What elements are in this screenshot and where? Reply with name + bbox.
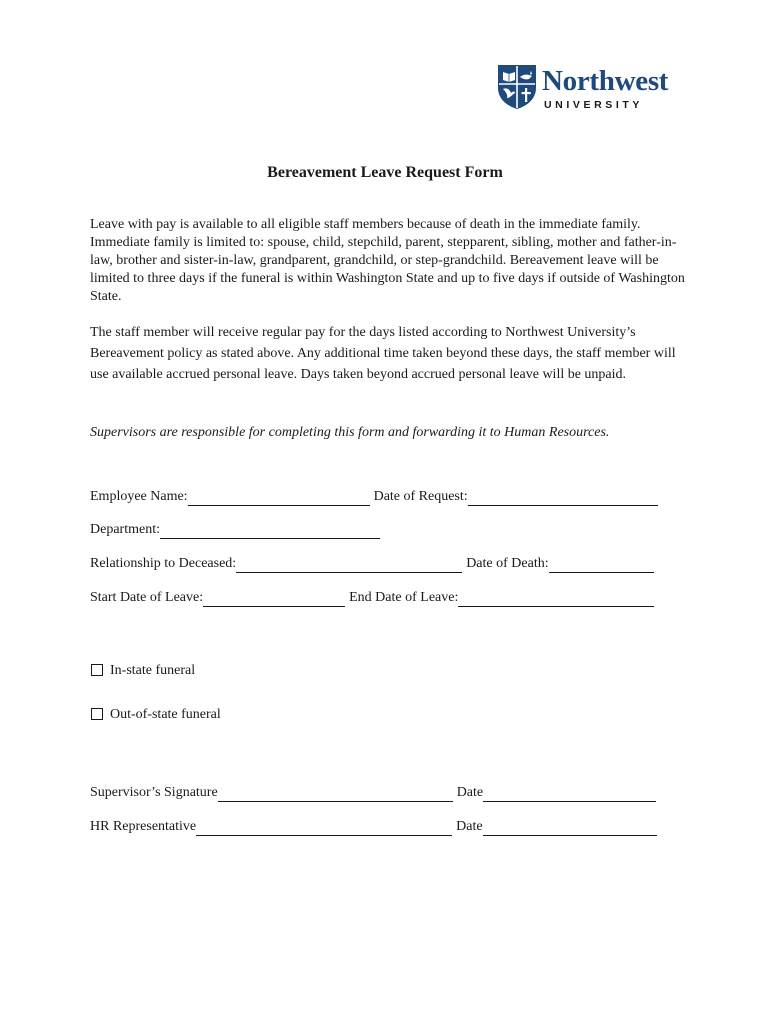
date-of-death-field[interactable] — [549, 558, 654, 573]
policy-paragraph: Leave with pay is available to all eligible staff members because of death in the immediate family. Immediate family is limited to: spouse, child, stepchild, parent, stepparent, sibling, mother and father-in-law, brother and sister-in-law, grandparent, grandchild, or step-grandchild. Bereavement leave will be limited to three days if the funeral is within Washington State and up to five days if outside of Washington State. — [90, 217, 685, 304]
hr-representative-label: HR Representative — [90, 819, 197, 834]
date-of-death-label: Date of Death: — [466, 556, 549, 571]
supervisor-note: Supervisors are responsible for completing this form and forwarding it to Human Resources. — [90, 425, 610, 440]
supervisor-date-label: Date — [456, 785, 484, 800]
employee-row — [90, 488, 658, 506]
employee-name-label: Employee Name: — [90, 489, 188, 504]
university-logo — [497, 64, 683, 112]
relationship-label: Relationship to Deceased: — [90, 556, 237, 571]
relationship-row — [90, 555, 654, 573]
out-of-state-label: Out-of-state funeral — [110, 707, 221, 722]
in-state-label: In-state funeral — [110, 663, 196, 678]
date-of-request-label: Date of Request: — [373, 489, 468, 504]
supervisor-signature-row — [90, 784, 656, 802]
out-of-state-funeral-option[interactable] — [91, 706, 221, 724]
start-date-field[interactable] — [203, 592, 345, 607]
department-field[interactable] — [160, 524, 380, 539]
start-date-label: Start Date of Leave: — [90, 590, 204, 605]
department-label: Department: — [90, 522, 160, 537]
end-date-label: End Date of Leave: — [349, 590, 459, 605]
out-of-state-checkbox[interactable] — [91, 708, 103, 720]
supervisor-signature-field[interactable] — [218, 787, 453, 802]
hr-date-label: Date — [456, 819, 483, 834]
hr-representative-field[interactable] — [196, 821, 452, 836]
supervisor-signature-label: Supervisor’s Signature — [90, 785, 218, 800]
hr-representative-row — [90, 818, 657, 836]
hr-date-field[interactable] — [483, 821, 657, 836]
department-row — [90, 521, 380, 539]
logo-subtitle: UNIVERSITY — [544, 99, 644, 111]
end-date-field[interactable] — [458, 592, 654, 607]
relationship-field[interactable] — [236, 558, 462, 573]
in-state-checkbox[interactable] — [91, 664, 103, 676]
date-of-request-field[interactable] — [468, 491, 658, 506]
supervisor-date-field[interactable] — [483, 787, 656, 802]
in-state-funeral-option[interactable] — [91, 662, 195, 680]
shield-logo-icon — [497, 64, 537, 110]
employee-name-field[interactable] — [188, 491, 370, 506]
form-title: Bereavement Leave Request Form — [267, 164, 503, 181]
logo-name: Northwest — [542, 65, 669, 97]
leave-dates-row — [90, 589, 654, 607]
pay-paragraph: The staff member will receive regular pay for the days listed according to Northwest University’s Bereavement policy as stated above. Any additional time taken beyond these days, the staff member will use available accrued personal leave. Days taken beyond accrued personal leave will be unpaid. — [90, 325, 676, 382]
